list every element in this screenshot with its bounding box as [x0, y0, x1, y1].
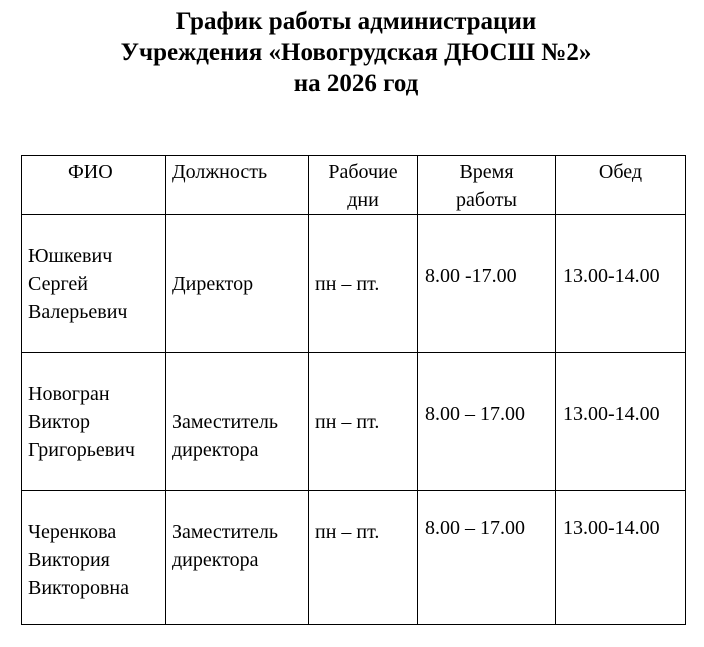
name-line: Виктория	[28, 549, 110, 571]
lunch-text: 13.00-14.00	[563, 403, 660, 425]
cell-position	[166, 353, 309, 491]
cell-lunch	[556, 215, 686, 353]
days-text: пн – пт.	[315, 521, 380, 543]
cell-days	[309, 491, 418, 625]
name-line: Черенкова	[28, 521, 117, 543]
table-row	[22, 353, 686, 491]
position-line: Заместитель	[172, 521, 278, 543]
title-line-2: Учреждения «Новогрудская ДЮСШ №2»	[120, 39, 592, 66]
hours-text: 8.00 -17.00	[425, 265, 517, 287]
schedule-table	[21, 155, 686, 625]
cell-fio	[22, 215, 166, 353]
name-line: Валерьевич	[28, 301, 128, 323]
days-text: пн – пт.	[315, 273, 380, 295]
cell-position	[166, 491, 309, 625]
header-position: Должность	[166, 156, 309, 215]
table-row	[22, 491, 686, 625]
header-hours	[418, 156, 556, 215]
name-line: Виктор	[28, 411, 90, 433]
title-line-1: График работы администрации	[175, 8, 537, 35]
hours-text: 8.00 – 17.00	[425, 403, 525, 425]
cell-hours	[418, 215, 556, 353]
cell-days	[309, 353, 418, 491]
header-fio: ФИО	[22, 156, 166, 215]
header-days-line1: Рабочие	[328, 161, 398, 183]
table-row	[22, 215, 686, 353]
header-days	[309, 156, 418, 215]
cell-fio	[22, 353, 166, 491]
lunch-text: 13.00-14.00	[563, 265, 660, 287]
cell-position	[166, 215, 309, 353]
cell-hours	[418, 353, 556, 491]
hours-text: 8.00 – 17.00	[425, 517, 525, 539]
cell-days	[309, 215, 418, 353]
name-line: Юшкевич	[28, 245, 113, 267]
position-line: Директор	[172, 273, 254, 295]
position-line: директора	[172, 549, 259, 571]
header-days-line2: дни	[347, 189, 379, 211]
name-line: Викторовна	[28, 577, 129, 599]
name-line: Григорьевич	[28, 439, 135, 461]
cell-fio	[22, 491, 166, 625]
document-title	[0, 6, 704, 99]
lunch-text: 13.00-14.00	[563, 517, 660, 539]
table-header-row	[22, 156, 686, 215]
header-lunch: Обед	[556, 156, 686, 215]
cell-hours	[418, 491, 556, 625]
header-hours-line2: работы	[456, 189, 517, 211]
name-line: Сергей	[28, 273, 88, 295]
name-line: Новогран	[28, 383, 110, 405]
cell-lunch	[556, 491, 686, 625]
position-line: Заместитель	[172, 411, 278, 433]
header-hours-line1: Время	[459, 161, 514, 183]
position-line: директора	[172, 439, 259, 461]
cell-lunch	[556, 353, 686, 491]
title-line-3: на 2026 год	[293, 70, 419, 97]
days-text: пн – пт.	[315, 411, 380, 433]
